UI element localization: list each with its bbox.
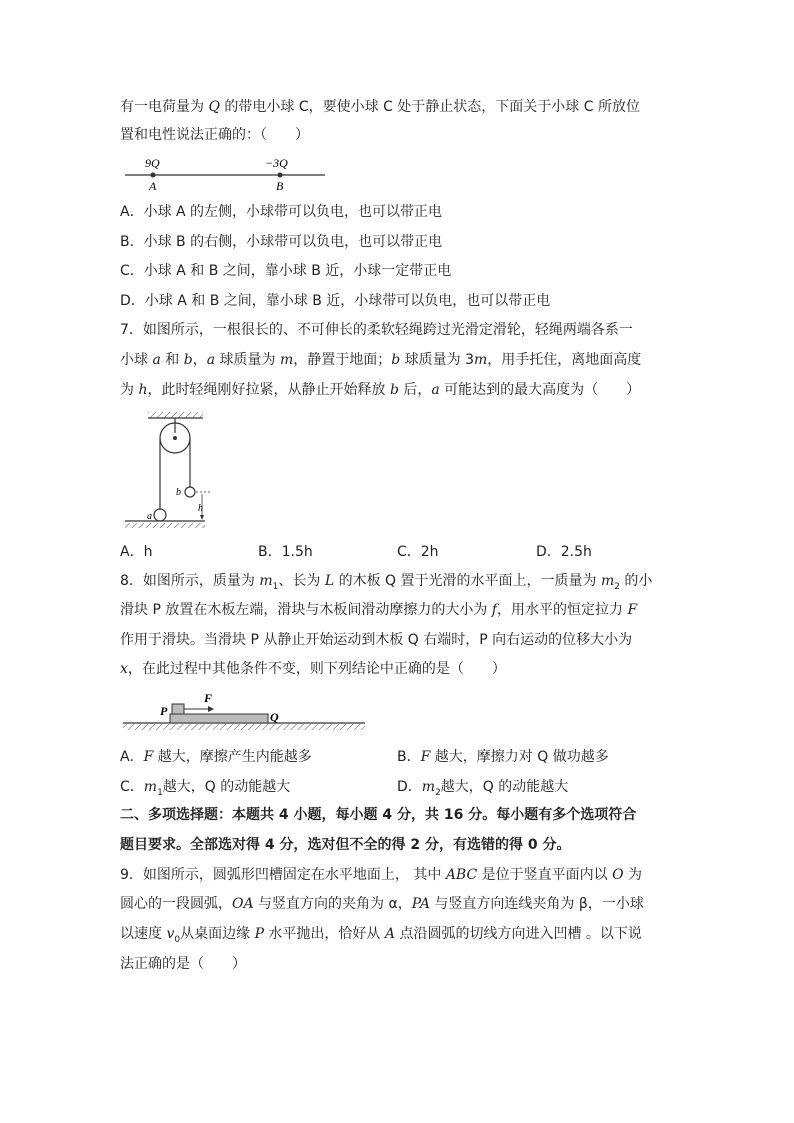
text: ，用手托住，离地面高度 [487,352,642,368]
q9-line3 [120,924,642,950]
text: ，此时轻绳刚好拉紧，从静止开始释放 [147,382,390,398]
var: F [420,749,431,765]
text: 8．如图所示，质量为 [120,573,260,589]
board-Q [170,714,268,723]
text: 从桌面边缘 [180,926,255,942]
label-h: h [198,503,203,514]
text: 的小 [619,573,653,589]
var: m [279,352,294,368]
label-P: P [160,704,168,718]
var: a [431,382,440,398]
var: b [183,352,193,368]
label-B: B [276,179,284,193]
text: 球质量为 3 [400,352,475,368]
pulley-axle [173,436,177,440]
text: ， [192,352,207,368]
label-A-charge: 9Q [145,156,160,170]
q8-line4 [120,659,506,679]
q6-line2: 置和电性说法正确的：（ ） [120,127,309,143]
q7-option-b: B．1.5h [258,544,313,560]
text: 的木板 Q 置于光滑的水平面上，一质量为 [334,573,601,589]
text: 圆心的一段圆弧， [120,896,232,912]
text: ，用水平的恒定拉力 [496,602,628,618]
q8-option-d [397,777,568,803]
q6-option-c: C．小球 A 和 B 之间，靠小球 B 近，小球一定带正电 [120,263,452,279]
var: a [152,352,161,368]
text: 点沿圆弧的切线方向进入凹槽 。以下说 [395,926,642,942]
text: 可能达到的最大高度为（ ） [439,382,641,398]
label-a: a [147,511,152,522]
text: 和 [160,352,184,368]
q8-line3: 作用于滑块。当滑块 P 从静止开始运动到木板 Q 右端时，P 向右运动的位移大小为 [120,632,633,648]
var: m [600,573,615,589]
q6-option-b: B．小球 B 的右侧，小球带可以负电，也可以带正电 [120,234,443,250]
text: 有一电荷量为 [120,99,209,115]
section2-heading-line1: 二、多项选择题：本题共 4 小题，每小题 4 分，共 16 分。每小题有多个选项符合 [120,807,637,823]
q7-option-d: D．2.5h [536,544,592,560]
q9-line2 [120,894,644,914]
var: F [627,602,638,618]
text: 小球 [120,352,153,368]
text: B． [397,749,421,765]
q7-line2 [120,350,641,370]
q8-line1 [120,571,652,597]
var: b [391,352,401,368]
q8-option-a [120,747,312,767]
q7-pulley-figure [120,405,210,530]
var: v [166,926,175,942]
var: OA [232,896,254,912]
force-arrowhead [208,706,214,712]
q7-line3 [120,380,640,400]
text: ，在此过程中其他条件不变，则下列结论中正确的是（ ） [127,661,506,677]
label-B-charge: −3Q [265,156,288,170]
ground-hatch [123,724,365,730]
text: 与竖直方向连线夹角为 β，一小球 [429,896,644,912]
sub: 2 [614,581,620,592]
text: D． [397,779,422,795]
q6-charge-line-figure [120,150,330,195]
text: 越大，摩擦产生内能越多 [153,749,312,765]
ball-a [154,509,166,521]
var: h [138,382,148,398]
q7-line1: 7．如图所示，一根很长的、不可伸长的柔软轻绳跨过光滑定滑轮，轻绳两端各系一 [120,322,633,338]
text: 球质量为 [215,352,280,368]
var: x [120,661,128,677]
label-A: A [149,179,157,193]
text: 后， [398,382,432,398]
label-F: F [204,691,213,705]
q7-option-c: C．2h [397,544,439,560]
label-b: b [176,487,181,498]
var: f [491,602,497,618]
text: 滑块 P 放置在木板左端，滑块与木板间滑动摩擦力的大小为 [120,602,492,618]
text: C． [120,779,144,795]
ceiling-hatch [148,412,203,418]
text: A． [120,749,144,765]
text: 越大，摩擦力对 Q 做功越多 [430,749,609,765]
var: m [474,352,488,368]
text: 是位于竖直平面内以 [477,867,613,883]
section2-heading-line2: 题目要求。全部选对得 4 分，选对但不全的得 2 分，有选错的得 0 分。 [120,837,571,853]
q7-option-a: A．h [120,544,153,560]
text: 越大，Q 的动能越大 [162,779,291,795]
text: 水平抛出，恰好从 [263,926,385,942]
var: P [254,926,264,942]
sub: 1 [272,581,279,592]
text: 9．如图所示，圆弧形凹槽固定在水平地面上， 其中 [120,867,446,883]
sub: 0 [174,934,181,945]
var: F [143,749,154,765]
q9-line4: 法正确的是（ ） [120,956,246,972]
var: ABC [445,867,478,883]
var: b [389,382,399,398]
text: 、长为 [278,573,325,589]
q6-option-a: A．小球 A 的左侧，小球带可以负电，也可以带正电 [120,204,443,220]
q9-line1 [120,865,642,885]
var: O [612,867,624,883]
var: m [143,779,158,795]
text: 的带电小球 C，要使小球 C 处于静止状态，下面关于小球 C 所放位 [219,99,640,115]
q8-option-c [120,777,290,803]
q8-line2 [120,600,637,620]
q6-option-d: D．小球 A 和 B 之间，靠小球 B 近，小球带可以负电，也可以带正电 [120,293,551,309]
var: m [259,573,273,589]
height-arrowhead [200,515,204,520]
var: A [384,926,396,942]
q8-option-b [397,747,609,767]
var: m [421,779,436,795]
ground-hatch [125,523,205,528]
var: L [324,573,335,589]
label-Q: Q [270,710,279,724]
text: 与竖直方向的夹角为 α， [253,896,412,912]
text: 为 [120,382,139,398]
ball-b [185,487,195,497]
var: PA [411,896,430,912]
q8-block-board-figure [120,688,370,733]
point-A [151,173,156,178]
text: 以速度 [120,926,167,942]
text: ，静置于地面； [293,352,392,368]
point-B [278,173,283,178]
q6-line1 [120,97,640,117]
sub: 1 [157,787,163,798]
var: a [206,352,216,368]
block-P [172,704,184,714]
text: 为 [623,867,643,883]
sub: 2 [435,787,441,798]
var-Q: Q [208,99,220,115]
text: 越大，Q 的动能越大 [440,779,569,795]
